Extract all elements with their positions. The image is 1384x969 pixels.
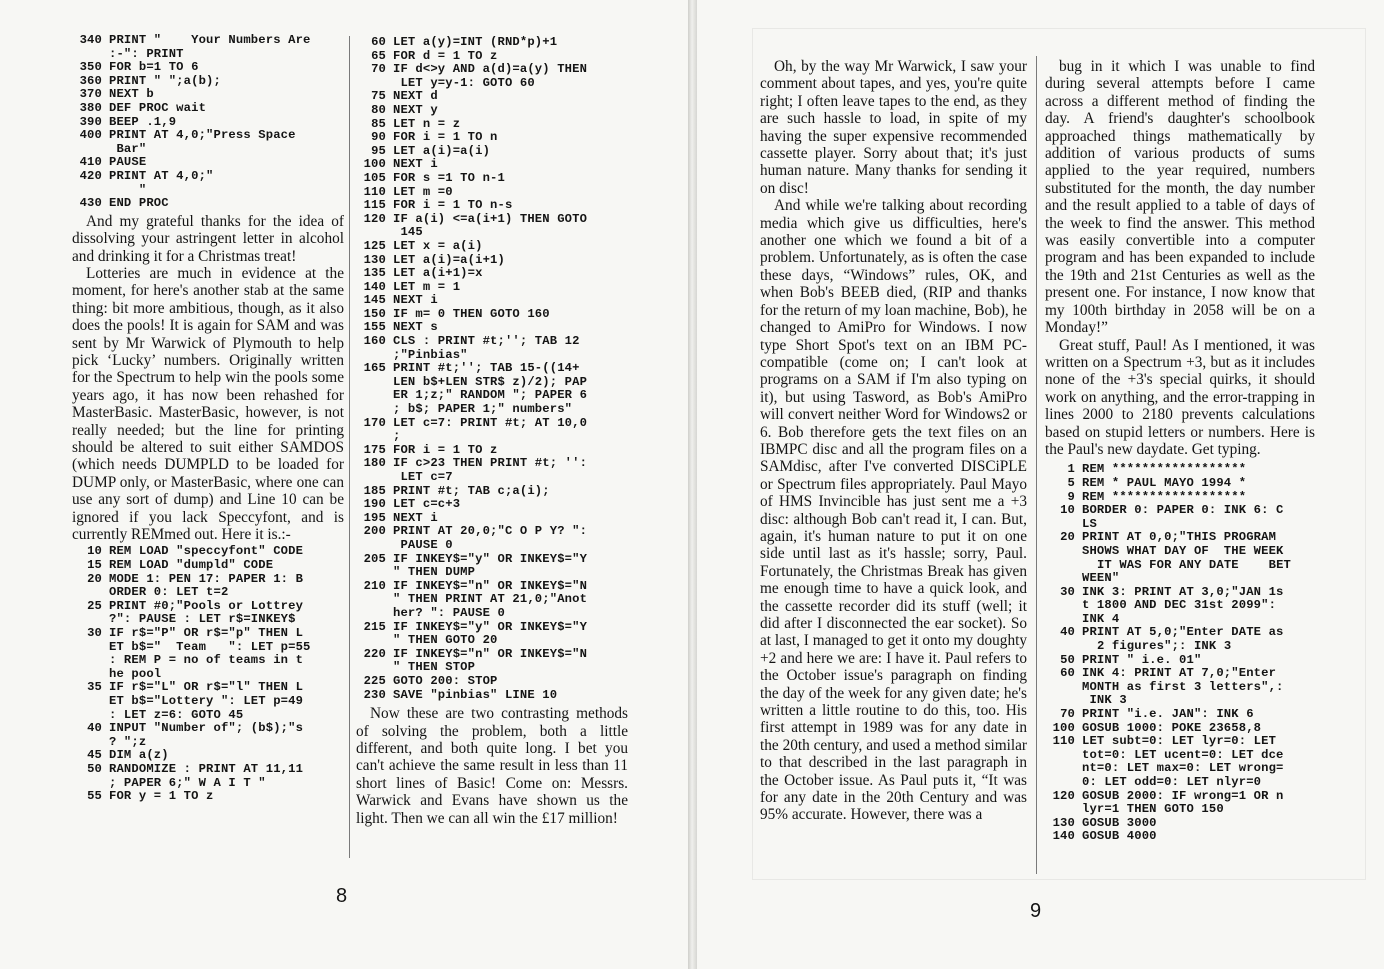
line-number: 55 [87,789,102,804]
code-line [1045,667,1315,708]
code-text: IF c>23 THEN PRINT #t; '': LET c=7 [393,456,588,484]
code-line [356,485,628,499]
code-line [72,102,344,116]
code-line [356,553,628,580]
code-line [356,675,628,689]
line-number: 95 [371,143,386,158]
code-line [1045,504,1315,531]
line-number: 140 [1052,829,1075,844]
line-number: 215 [363,619,386,634]
code-text: PAUSE [109,155,147,170]
line-number: 50 [87,761,102,776]
code-text: BORDER 0: PAPER 0: INK 6: C LS [1082,503,1284,531]
line-number: 340 [79,34,102,47]
line-number: 5 [1067,475,1075,490]
line-number: 20 [1060,530,1075,545]
code-line [356,213,628,240]
code-line [356,648,628,675]
code-line [1045,531,1315,585]
code-text: LET a(i)=a(i+1) [393,252,505,267]
code-text: PRINT " i.e. 01" [1082,652,1202,667]
line-number: 30 [1060,584,1075,599]
line-number: 65 [371,48,386,63]
code-line [72,722,344,749]
right-page [697,0,1384,969]
code-line [356,50,628,64]
code-text: IF INKEY$="n" OR INKEY$="N " THEN STOP [393,646,588,675]
code-line [1045,626,1315,653]
line-number: 25 [87,598,102,613]
line-number: 100 [363,157,386,172]
line-number: 175 [363,442,386,457]
code-text: MODE 1: PEN 17: PAPER 1: B ORDER 0: LET t=2 [109,571,304,600]
code-line [1045,830,1315,844]
line-number: 430 [79,196,102,211]
line-number: 35 [87,680,102,695]
code-text: IF d<>y AND a(d)=a(y) THEN LET y=y-1: GOTO 60 [393,62,588,90]
line-number: 230 [363,687,386,702]
code-line [1045,735,1315,789]
article-paragraph: bug in it which I was unable to find during several attempts before I came across a different method of finding the day. A friend's daughter's schoolbook approached things mathematically by addition of various products of sums applied to the year required, numbers substituted for the month, the day number and the result applied to a table of days of the week to find the answer. This method was easily convertible into a computer program and has been expanded to include the 19th and 21st Centuries as well as the present one. For instance, I now know that my 100th birthday in 2058 will be on a Monday!” [1045,58,1315,337]
code-line [356,294,628,308]
right-column-2 [1045,58,1315,878]
line-number: 130 [1052,815,1075,830]
line-number: 145 [363,293,386,308]
code-text: PRINT AT 5,0;"Enter DATE as 2 figures";: INK 3 [1082,625,1284,654]
line-number: 125 [363,238,386,253]
code-line [356,689,628,703]
code-line [356,90,628,104]
article-paragraph: Oh, by the way Mr Warwick, I saw your comment about tapes, and yes, you're quite right; I often leave tapes to the end, as they are such hassle to load, in spite of my having the super expensive recommended cassette player. Sorry about that; it's just human nature. Many thanks for sending it on disc! [760,58,1027,197]
code-text: FOR s =1 TO n-1 [393,170,505,185]
code-text: PRINT AT 20,0;"C O P Y? ": PAUSE 0 [393,524,588,552]
code-line [356,131,628,145]
article-paragraph: And while we're talking about recording media which give us difficulties, here's another one which we found a bit of a problem. Unfortunately, as is often the case these days, “Windows” rules, OK, and when Bob's BEEB died, (RIP and thanks for the return of my loan machine, Bob), he changed to AmiPro for Windows. I now type Short Spot's text on an IBM PC-compatible (come on; I can't look at programs on a SAM if I'm also typing on it), but using Tasword, as Bob's AmiPro will convert neither Word for Windows2 or 6. Bob therefore gets the text files on an IBMPC disc and all the program files on a SAMdisc, after I've converted DISCiPLE or Spectrum files appropriately. Paul Mayo of HMS Invincible has just sent me a +3 disc: although Bob can't read it, I can. But, again, it's human nature to put it on one side until last as it's hassle; sorry, Paul. Fortunately, the Christmas Break has given me enough time to have a quick look, and the cassette recorder did its stuff (well; it did after I disconnected the ear socket). So at last, I managed to get it onto my doughty +2 and here we are: I have it. Paul refers to the October issue's paragraph on finding the day of the week for any given date; he's written a little routine to do this, too. His first attempt in 1989 was for any date in the 20th century, and used a method similar to that described in the last paragraph in the October issue. As Paul puts it, “It was for any date in the 20th Century and was 95% accurate. However, there was a [760,197,1027,824]
line-number: 120 [1052,788,1075,803]
line-number: 100 [1052,720,1075,735]
code-line [72,545,344,559]
line-number: 350 [79,60,102,75]
code-line [356,172,628,186]
code-text: LET m =0 [393,184,453,199]
line-number: 410 [79,155,102,170]
code-text: IF a(i) <=a(i+1) THEN GOTO 145 [393,211,588,240]
code-line [72,627,344,681]
code-line [72,681,344,722]
code-line [72,88,344,102]
code-line [72,156,344,170]
code-line [356,240,628,254]
line-number: 360 [79,73,102,88]
code-text: REM ****************** [1082,489,1247,504]
code-text: PRINT #t;''; TAB 15-((14+ LEN b$+LEN STR$ z)/2); PAP ER 1;z;" RANDOM "; PAPER 6 ; b$; PAPER 1;" numbers" [393,361,588,417]
code-text: PRINT AT 4,0;"Press Space Bar" [109,128,296,156]
code-text: NEXT i [393,293,438,308]
code-line [356,335,628,362]
code-text: IF INKEY$="n" OR INKEY$="N " THEN PRINT AT 21,0;"Anot her? ": PAUSE 0 [393,578,588,620]
code-text: END PROC [109,196,169,211]
line-number: 40 [87,721,102,736]
code-line [1045,654,1315,668]
line-number: 120 [363,211,386,226]
code-line [72,600,344,627]
code-text: INPUT "Number of"; (b$);"s ? ";z [109,721,304,749]
code-text: PRINT "i.e. JAN": INK 6 [1082,707,1254,722]
code-text: PRINT AT 4,0;" " [109,168,214,197]
book-spine [688,0,697,969]
code-text: REM ****************** [1082,462,1247,477]
code-text: NEXT i [393,157,438,172]
code-text: FOR b=1 TO 6 [109,60,199,75]
code-listing [356,36,628,702]
line-number: 85 [371,116,386,131]
code-line [356,199,628,213]
code-text: FOR i = 1 TO z [393,442,498,457]
code-line [1045,491,1315,505]
code-text: LET subt=0: LET lyr=0: LET tot=0: LET ucent=0: LET dce nt=0: LET max=0: LET wrong= 0: LET odd=0: LET nlyr=0 [1082,734,1284,789]
line-number: 115 [363,198,386,213]
code-text: INK 4: PRINT AT 7,0;"Enter MONTH as first 3 letters",: INK 3 [1082,666,1284,708]
code-line [356,444,628,458]
line-number: 200 [363,524,386,539]
code-listing-bottom [72,545,344,803]
code-line [356,254,628,268]
code-text: NEXT i [393,510,438,525]
code-line [356,158,628,172]
code-text: PRINT #0;"Pools or Lottrey ?": PAUSE : LET r$=INKEY$ [109,598,304,627]
line-number: 210 [363,578,386,593]
code-line [356,267,628,281]
code-text: LET m = 1 [393,279,461,294]
line-number: 75 [371,89,386,104]
code-text: DEF PROC wait [109,100,207,115]
code-line [356,417,628,444]
code-text: GOSUB 2000: IF wrong=1 OR n lyr=1 THEN GOTO 150 [1082,788,1284,817]
code-line [72,197,344,211]
line-number: 155 [363,320,386,335]
line-number: 45 [87,748,102,763]
code-text: GOTO 200: STOP [393,673,498,688]
line-number: 170 [363,415,386,430]
code-text: IF m= 0 THEN GOTO 160 [393,306,550,321]
code-text: IF INKEY$="y" OR INKEY$="Y " THEN GOTO 20 [393,619,588,648]
code-text: PRINT #t; TAB c;a(i); [393,483,550,498]
line-number: 30 [87,626,102,640]
code-text: PRINT AT 0,0;"THIS PROGRAM SHOWS WHAT DAY OF THE WEEK IT WAS FOR ANY DATE BET WEEN" [1082,530,1291,586]
column-rule [349,36,350,858]
article-text [1045,58,1315,458]
line-number: 140 [363,279,386,294]
line-number: 1 [1067,462,1075,477]
code-text: LET n = z [393,116,461,131]
code-line [356,512,628,526]
line-number: 50 [1060,652,1075,667]
code-line [1045,708,1315,722]
code-line [72,170,344,197]
line-number: 110 [363,184,386,199]
line-number: 10 [87,544,102,559]
code-text: NEXT s [393,320,438,335]
line-number: 185 [363,483,386,498]
line-number: 130 [363,252,386,267]
code-line [1045,722,1315,736]
code-line [1045,477,1315,491]
line-number: 190 [363,497,386,512]
article-paragraph: Lotteries are much in evidence at the moment, for here's another stab at the same thing: bit more ambitious, though, as it also does the pools! It is again for SAM and was sent by Mr Warwick of Plymouth to help pick ‘Lucky’ numbers. Originally written for the Spectrum to help win the pools some years ago, it has now been rehashed for MasterBasic. MasterBasic, however, is not really needed; but the line for printing should be altered to suit either SAMDOS (which needs DUMPLD to be loaded for DUMP only, or MasterBasic, where one can use any sort of dump) and Line 10 can be ignored if you lack Speccyfont, and is currently REMmed out. Here it is.:- [72,264,344,544]
line-number: 110 [1052,734,1075,749]
right-column-1 [760,58,1027,878]
code-listing-top [72,34,344,211]
line-number: 60 [371,36,386,49]
code-text: IF r$="L" OR r$="l" THEN L ET b$="Lottery ": LET p=49 : LET z=6: GOTO 45 [109,680,304,722]
code-text: REM * PAUL MAYO 1994 * [1082,475,1247,490]
code-line [356,525,628,552]
line-number: 80 [371,102,386,117]
code-text: FOR d = 1 TO z [393,48,498,63]
line-number: 195 [363,510,386,525]
code-text: GOSUB 3000 [1082,815,1157,830]
code-line [1045,790,1315,817]
article-text [72,213,344,544]
code-line [72,116,344,130]
line-number: 370 [79,87,102,102]
code-line [356,104,628,118]
line-number: 160 [363,334,386,349]
left-column-2 [356,36,628,866]
line-number: 225 [363,673,386,688]
code-text: REM LOAD "speccyfont" CODE [109,544,304,559]
line-number: 220 [363,646,386,661]
code-line [356,63,628,90]
code-line [72,559,344,573]
code-line [356,362,628,416]
code-text: LET x = a(i) [393,238,483,253]
code-text: PRINT " ";a(b); [109,73,221,88]
code-line [72,129,344,156]
code-line [356,145,628,159]
code-text: LET a(y)=INT (RND*p)+1 [393,36,558,49]
code-listing [1045,463,1315,844]
line-number: 9 [1067,489,1075,504]
line-number: 105 [363,170,386,185]
code-text: IF r$="P" OR r$="p" THEN L ET b$=" Team ": LET p=55 : REM P = no of teams in t he pool [109,626,311,681]
code-line [356,621,628,648]
column-rule [1036,56,1037,874]
article-paragraph: Great stuff, Paul! As I mentioned, it was written on a Spectrum +3, but as it includes none of the +3's special quirks, it should work on anything, and the error-trapping in lines 2000 to 2180 prevents calculations based on stupid letters or numbers. Here is the Paul's new daydate. Get typing. [1045,336,1315,458]
code-line [1045,817,1315,831]
code-line [1045,463,1315,477]
code-text: NEXT y [393,102,438,117]
code-text: REM LOAD "dumpld" CODE [109,558,274,573]
page-number: 9 [1030,900,1042,922]
code-line [72,61,344,75]
line-number: 90 [371,130,386,145]
code-text: NEXT d [393,89,438,104]
line-number: 420 [79,168,102,183]
left-column-1 [72,34,344,864]
code-text: INK 3: PRINT AT 3,0;"JAN 1s t 1800 AND DEC 31st 2099": INK 4 [1082,584,1284,626]
line-number: 40 [1060,625,1075,640]
code-text: PRINT " Your Numbers Are :-": PRINT [109,34,311,61]
line-number: 60 [1060,666,1075,681]
code-text: BEEP .1,9 [109,114,177,129]
code-line [356,580,628,621]
line-number: 70 [1060,707,1075,722]
line-number: 20 [87,571,102,586]
code-line [356,498,628,512]
line-number: 180 [363,456,386,471]
code-text: FOR y = 1 TO z [109,789,214,804]
code-line [356,118,628,132]
left-page [0,0,688,969]
article-paragraph: Now these are two contrasting methods of solving the problem, both a little different, and both quite long. I bet you can't achieve the same result in less than 11 short lines of Basic! Come on: Messrs. Warwick and Evans have shown us the light. Then we can all win the £17 million! [356,705,628,827]
code-line [356,186,628,200]
line-number: 380 [79,100,102,115]
code-line [1045,586,1315,627]
code-text: DIM a(z) [109,748,169,763]
line-number: 390 [79,114,102,129]
code-line [72,790,344,804]
code-line [72,749,344,763]
code-line [72,75,344,89]
code-text: FOR i = 1 TO n [393,130,498,145]
code-text: LET a(i)=a(i) [393,143,491,158]
line-number: 135 [363,266,386,281]
code-text: LET c=c+3 [393,497,461,512]
line-number: 70 [371,62,386,77]
code-text: LET c=7: PRINT #t; AT 10,0 ; [393,415,588,444]
code-text: RANDOMIZE : PRINT AT 11,11 ; PAPER 6;" W A I T " [109,761,304,790]
line-number: 165 [363,361,386,376]
line-number: 10 [1060,503,1075,518]
code-line [356,36,628,50]
line-number: 205 [363,551,386,566]
code-line [72,34,344,61]
code-text: GOSUB 4000 [1082,829,1157,844]
code-line [356,457,628,484]
code-text: LET a(i+1)=x [393,266,483,281]
code-text: CLS : PRINT #t;''; TAB 12 ;"Pinbias" [393,334,580,362]
code-line [72,573,344,600]
code-line [356,308,628,322]
code-text: SAVE "pinbias" LINE 10 [393,687,558,702]
line-number: 15 [87,558,102,573]
code-line [356,281,628,295]
code-text: NEXT b [109,87,154,102]
line-number: 400 [79,128,102,143]
article-paragraph: And my grateful thanks for the idea of dissolving your astringent letter in alcohol and drinking it for a Christmas treat! [72,212,344,265]
line-number: 150 [363,306,386,321]
page-number: 8 [336,885,348,907]
code-line [356,321,628,335]
code-text: FOR i = 1 TO n-s [393,198,513,213]
code-text: IF INKEY$="y" OR INKEY$="Y " THEN DUMP [393,551,588,580]
article-text [760,58,1027,824]
code-text: GOSUB 1000: POKE 23658,8 [1082,720,1262,735]
code-line [72,763,344,790]
